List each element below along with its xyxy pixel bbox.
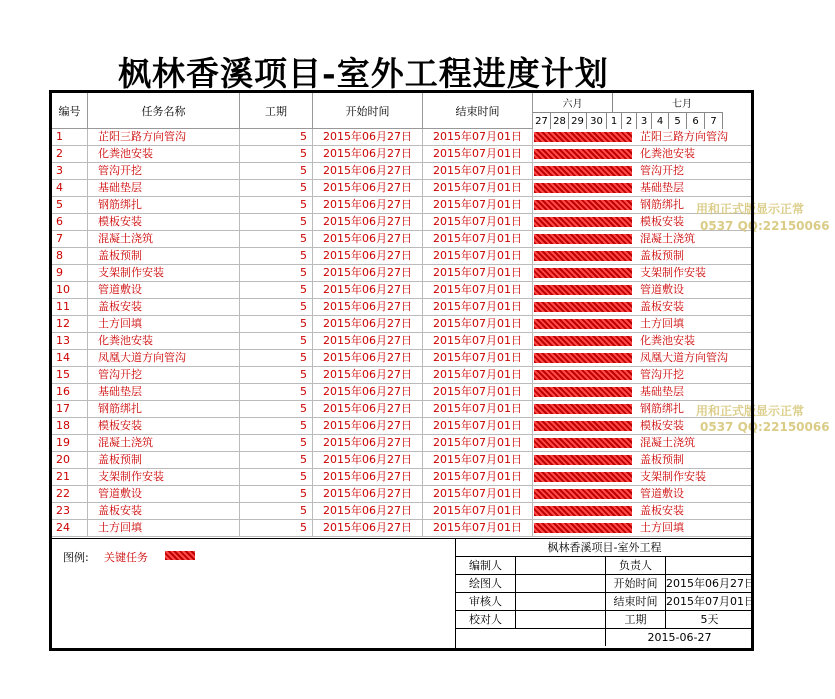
task-end: 2015年07月01日 (423, 163, 533, 180)
gantt-bar-label: 钢筋绑扎 (640, 198, 684, 211)
task-start: 2015年06月27日 (313, 418, 423, 435)
task-start: 2015年06月27日 (313, 333, 423, 350)
duration-value: 5天 (700, 613, 719, 626)
gantt-bar-label: 化粪池安装 (640, 147, 695, 160)
day-header-cell: 3 (637, 112, 652, 129)
day-header-cell: 6 (687, 112, 705, 129)
task-end: 2015年07月01日 (423, 282, 533, 299)
task-no: 13 (52, 333, 88, 350)
task-name: 化粪池安装 (88, 146, 240, 163)
header-end: 结束时间 (423, 93, 533, 129)
task-duration: 5 (240, 282, 313, 299)
task-end: 2015年07月01日 (423, 214, 533, 231)
task-name: 土方回填 (88, 520, 240, 537)
task-duration: 5 (240, 401, 313, 418)
task-start: 2015年06月27日 (313, 282, 423, 299)
proofreader-label: 校对人 (456, 611, 516, 628)
task-duration: 5 (240, 367, 313, 384)
task-start: 2015年06月27日 (313, 452, 423, 469)
task-duration: 5 (240, 333, 313, 350)
info-title: 枫林香溪项目-室外工程 (547, 541, 662, 554)
task-name: 混凝土浇筑 (88, 435, 240, 452)
task-no: 4 (52, 180, 88, 197)
task-end: 2015年07月01日 (423, 469, 533, 486)
legend-label: 图例: (63, 551, 89, 564)
gantt-bar-label: 管道敷设 (640, 487, 684, 500)
task-duration: 5 (240, 163, 313, 180)
gantt-bar-label: 盖板预制 (640, 249, 684, 262)
task-start: 2015年06月27日 (313, 520, 423, 537)
task-name: 盖板安装 (88, 299, 240, 316)
watermark-text: 用和正式版显示正常 (696, 202, 805, 216)
header-start: 开始时间 (313, 93, 423, 129)
task-no: 15 (52, 367, 88, 384)
task-name: 盖板预制 (88, 452, 240, 469)
task-name: 支架制作安装 (88, 265, 240, 282)
task-duration: 5 (240, 197, 313, 214)
task-start: 2015年06月27日 (313, 367, 423, 384)
gantt-bar-label: 管沟开挖 (640, 368, 684, 381)
month-june: 六月 (533, 93, 613, 112)
task-end: 2015年07月01日 (423, 197, 533, 214)
day-header-cell: 5 (669, 112, 687, 129)
gantt-bar-label: 混凝土浇筑 (640, 232, 695, 245)
task-duration: 5 (240, 435, 313, 452)
task-name: 管沟开挖 (88, 163, 240, 180)
task-no: 3 (52, 163, 88, 180)
sheet-frame (49, 90, 754, 651)
task-end: 2015年07月01日 (423, 401, 533, 418)
task-duration: 5 (240, 248, 313, 265)
gantt-bar-label: 盖板安装 (640, 504, 684, 517)
task-duration: 5 (240, 520, 313, 537)
task-no: 18 (52, 418, 88, 435)
task-start: 2015年06月27日 (313, 435, 423, 452)
gantt-bar-label: 管沟开挖 (640, 164, 684, 177)
task-name: 土方回填 (88, 316, 240, 333)
task-duration: 5 (240, 418, 313, 435)
gantt-bar-label: 凤凰大道方向管沟 (640, 351, 728, 364)
task-end: 2015年07月01日 (423, 316, 533, 333)
task-start: 2015年06月27日 (313, 231, 423, 248)
day-header-cell: 28 (551, 112, 569, 129)
task-end: 2015年07月01日 (423, 248, 533, 265)
task-end: 2015年07月01日 (423, 129, 533, 146)
gantt-bar-label: 化粪池安装 (640, 334, 695, 347)
task-no: 21 (52, 469, 88, 486)
task-end: 2015年07月01日 (423, 299, 533, 316)
task-duration: 5 (240, 180, 313, 197)
gantt-bar-label: 基础垫层 (640, 181, 684, 194)
gantt-bar-label: 盖板预制 (640, 453, 684, 466)
task-duration: 5 (240, 214, 313, 231)
task-start: 2015年06月27日 (313, 384, 423, 401)
task-duration: 5 (240, 503, 313, 520)
task-end: 2015年07月01日 (423, 333, 533, 350)
gantt-bar-label: 土方回填 (640, 521, 684, 534)
task-start: 2015年06月27日 (313, 486, 423, 503)
task-duration: 5 (240, 452, 313, 469)
task-name: 基础垫层 (88, 180, 240, 197)
task-no: 1 (52, 129, 88, 146)
reviewer-label: 审核人 (456, 593, 516, 610)
task-start: 2015年06月27日 (313, 163, 423, 180)
task-name: 支架制作安装 (88, 469, 240, 486)
task-start: 2015年06月27日 (313, 503, 423, 520)
task-start: 2015年06月27日 (313, 469, 423, 486)
task-duration: 5 (240, 350, 313, 367)
info-date: 2015-06-27 (647, 631, 712, 644)
task-no: 2 (52, 146, 88, 163)
task-end: 2015年07月01日 (423, 435, 533, 452)
task-duration: 5 (240, 384, 313, 401)
task-start: 2015年06月27日 (313, 350, 423, 367)
task-start: 2015年06月27日 (313, 197, 423, 214)
task-end: 2015年07月01日 (423, 231, 533, 248)
task-start: 2015年06月27日 (313, 299, 423, 316)
gantt-bar-label: 模板安装 (640, 419, 684, 432)
task-end: 2015年07月01日 (423, 367, 533, 384)
header-task: 任务名称 (88, 93, 240, 129)
task-duration: 5 (240, 469, 313, 486)
task-start: 2015年06月27日 (313, 214, 423, 231)
task-end: 2015年07月01日 (423, 486, 533, 503)
task-no: 6 (52, 214, 88, 231)
duration-label: 工期 (606, 611, 666, 628)
task-end: 2015年07月01日 (423, 146, 533, 163)
legend-item-label: 关键任务 (104, 551, 148, 564)
task-start: 2015年06月27日 (313, 265, 423, 282)
task-name: 化粪池安装 (88, 333, 240, 350)
page-title: 枫林香溪项目-室外工程进度计划 (118, 54, 609, 93)
drawer-label: 绘图人 (456, 575, 516, 592)
task-start: 2015年06月27日 (313, 316, 423, 333)
task-no: 17 (52, 401, 88, 418)
task-start: 2015年06月27日 (313, 129, 423, 146)
task-duration: 5 (240, 231, 313, 248)
task-end: 2015年07月01日 (423, 180, 533, 197)
divider (52, 538, 752, 539)
owner-label: 负责人 (606, 557, 666, 574)
day-header-cell: 7 (705, 112, 723, 129)
task-no: 5 (52, 197, 88, 214)
task-name: 盖板安装 (88, 503, 240, 520)
task-name: 管道敷设 (88, 486, 240, 503)
task-end: 2015年07月01日 (423, 503, 533, 520)
task-name: 管道敷设 (88, 282, 240, 299)
task-start: 2015年06月27日 (313, 180, 423, 197)
task-no: 16 (52, 384, 88, 401)
task-no: 19 (52, 435, 88, 452)
watermark-text: 0537 QQ:22150066 (700, 420, 830, 434)
task-end: 2015年07月01日 (423, 520, 533, 537)
task-name: 钢筋绑扎 (88, 197, 240, 214)
task-start: 2015年06月27日 (313, 401, 423, 418)
gantt-bar-label: 管道敷设 (640, 283, 684, 296)
gantt-bar-label: 支架制作安装 (640, 266, 706, 279)
task-name: 混凝土浇筑 (88, 231, 240, 248)
task-name: 管沟开挖 (88, 367, 240, 384)
gantt-bar-label: 土方回填 (640, 317, 684, 330)
task-end: 2015年07月01日 (423, 350, 533, 367)
day-header-cell: 27 (533, 112, 551, 129)
gantt-bar-label: 芷阳三路方向管沟 (640, 130, 728, 143)
task-no: 23 (52, 503, 88, 520)
task-duration: 5 (240, 316, 313, 333)
task-no: 10 (52, 282, 88, 299)
day-header-cell: 4 (652, 112, 669, 129)
task-end: 2015年07月01日 (423, 452, 533, 469)
gantt-bar-label: 模板安装 (640, 215, 684, 228)
task-no: 11 (52, 299, 88, 316)
editor-label: 编制人 (456, 557, 516, 574)
task-duration: 5 (240, 146, 313, 163)
task-name: 基础垫层 (88, 384, 240, 401)
gantt-bar-label: 基础垫层 (640, 385, 684, 398)
task-duration: 5 (240, 129, 313, 146)
task-name: 钢筋绑扎 (88, 401, 240, 418)
task-name: 凤凰大道方向管沟 (88, 350, 240, 367)
start-value: 2015年06月27日 (666, 577, 755, 590)
task-name: 模板安装 (88, 418, 240, 435)
task-end: 2015年07月01日 (423, 418, 533, 435)
header-duration: 工期 (240, 93, 313, 129)
month-july: 七月 (613, 93, 752, 112)
task-duration: 5 (240, 486, 313, 503)
day-header-cell: 29 (569, 112, 587, 129)
task-name: 盖板预制 (88, 248, 240, 265)
header-no: 编号 (52, 93, 88, 129)
task-no: 9 (52, 265, 88, 282)
gantt-bar-label: 混凝土浇筑 (640, 436, 695, 449)
task-no: 12 (52, 316, 88, 333)
task-no: 8 (52, 248, 88, 265)
task-start: 2015年06月27日 (313, 248, 423, 265)
watermark-text: 用和正式版显示正常 (696, 404, 805, 418)
task-duration: 5 (240, 299, 313, 316)
task-start: 2015年06月27日 (313, 146, 423, 163)
task-name: 模板安装 (88, 214, 240, 231)
task-no: 20 (52, 452, 88, 469)
gantt-bar-label: 支架制作安装 (640, 470, 706, 483)
watermark-text: 0537 QQ:22150066 (700, 219, 830, 233)
day-header-cell: 2 (622, 112, 637, 129)
start-label: 开始时间 (606, 575, 666, 592)
task-no: 24 (52, 520, 88, 537)
task-end: 2015年07月01日 (423, 265, 533, 282)
gantt-bar-label: 盖板安装 (640, 300, 684, 313)
task-no: 7 (52, 231, 88, 248)
day-header-cell: 1 (607, 112, 622, 129)
day-header-cell: 30 (587, 112, 607, 129)
task-no: 14 (52, 350, 88, 367)
gantt-bar-label: 钢筋绑扎 (640, 402, 684, 415)
task-end: 2015年07月01日 (423, 384, 533, 401)
end-value: 2015年07月01日 (666, 595, 755, 608)
end-label: 结束时间 (606, 593, 666, 610)
task-name: 芷阳三路方向管沟 (88, 129, 240, 146)
task-duration: 5 (240, 265, 313, 282)
task-no: 22 (52, 486, 88, 503)
